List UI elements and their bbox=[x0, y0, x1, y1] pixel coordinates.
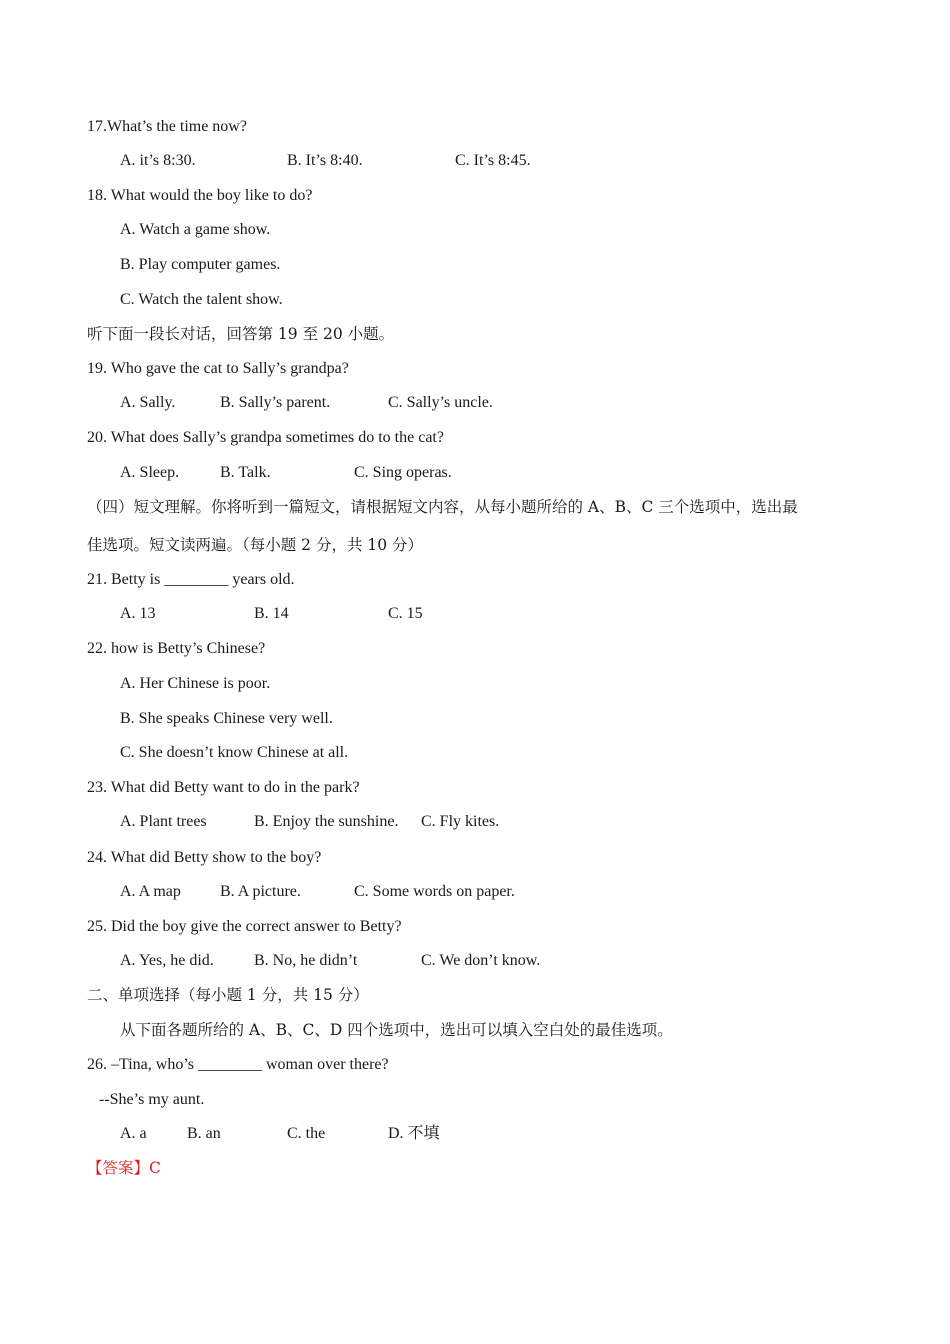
q19-option-c: C. Sally’s uncle. bbox=[388, 394, 493, 411]
question-21: 21. Betty is ________ years old. bbox=[87, 571, 295, 588]
part-2-title: 二、单项选择（每小题 1 分，共 15 分） bbox=[87, 986, 369, 1004]
q25-option-b: B. No, he didn’t bbox=[254, 952, 358, 969]
q21-option-b: B. 14 bbox=[254, 605, 289, 622]
q23-option-c: C. Fly kites. bbox=[421, 813, 500, 830]
part-2-instruction: 从下面各题所给的 A、B、C、D 四个选项中，选出可以填入空白处的最佳选项。 bbox=[120, 1021, 673, 1039]
q20-option-b: B. Talk. bbox=[220, 464, 271, 481]
q18-option-a: A. Watch a game show. bbox=[120, 221, 271, 238]
q20-option-c: C. Sing operas. bbox=[354, 464, 452, 481]
instruction-19-20: 听下面一段长对话，回答第 19 至 20 小题。 bbox=[87, 325, 395, 343]
q19-option-b: B. Sally’s parent. bbox=[220, 394, 331, 411]
question-25: 25. Did the boy give the correct answer to Betty? bbox=[87, 918, 402, 935]
question-17: 17.What’s the time now? bbox=[87, 118, 247, 135]
q17-option-a: A. it’s 8:30. bbox=[120, 152, 196, 169]
q26-option-b: B. an bbox=[187, 1125, 221, 1142]
q23-option-b: B. Enjoy the sunshine. bbox=[254, 813, 399, 830]
question-19: 19. Who gave the cat to Sally’s grandpa? bbox=[87, 360, 349, 377]
question-20: 20. What does Sally’s grandpa sometimes do to the cat? bbox=[87, 429, 444, 446]
q18-option-b: B. Play computer games. bbox=[120, 256, 281, 273]
q24-option-a: A. A map bbox=[120, 883, 181, 900]
question-23: 23. What did Betty want to do in the park? bbox=[87, 779, 360, 796]
q19-option-a: A. Sally. bbox=[120, 394, 176, 411]
q25-option-c: C. We don’t know. bbox=[421, 952, 541, 969]
section-4-instruction-line2: 佳选项。短文读两遍。（每小题 2 分，共 10 分） bbox=[87, 536, 424, 554]
q26-reply: --She’s my aunt. bbox=[99, 1091, 205, 1108]
question-24: 24. What did Betty show to the boy? bbox=[87, 849, 322, 866]
q22-option-c: C. She doesn’t know Chinese at all. bbox=[120, 744, 349, 761]
question-18: 18. What would the boy like to do? bbox=[87, 187, 313, 204]
answer-label: 【答案】C bbox=[87, 1159, 161, 1177]
q26-option-c: C. the bbox=[287, 1125, 326, 1142]
question-26: 26. –Tina, who’s ________ woman over there? bbox=[87, 1056, 389, 1073]
q26-option-d: D. 不填 bbox=[388, 1125, 440, 1142]
q17-option-b: B. It’s 8:40. bbox=[287, 152, 363, 169]
q21-option-c: C. 15 bbox=[388, 605, 423, 622]
section-4-instruction-line1: （四）短文理解。你将听到一篇短文，请根据短文内容，从每小题所给的 A、B、C 三个选项中，选出最 bbox=[87, 498, 798, 516]
q18-option-c: C. Watch the talent show. bbox=[120, 291, 283, 308]
q24-option-c: C. Some words on paper. bbox=[354, 883, 515, 900]
q22-option-b: B. She speaks Chinese very well. bbox=[120, 710, 333, 727]
q17-option-c: C. It’s 8:45. bbox=[455, 152, 531, 169]
q25-option-a: A. Yes, he did. bbox=[120, 952, 214, 969]
q26-option-a: A. a bbox=[120, 1125, 147, 1142]
q24-option-b: B. A picture. bbox=[220, 883, 301, 900]
q22-option-a: A. Her Chinese is poor. bbox=[120, 675, 271, 692]
question-22: 22. how is Betty’s Chinese? bbox=[87, 640, 266, 657]
q23-option-a: A. Plant trees bbox=[120, 813, 207, 830]
q20-option-a: A. Sleep. bbox=[120, 464, 180, 481]
q21-option-a: A. 13 bbox=[120, 605, 156, 622]
